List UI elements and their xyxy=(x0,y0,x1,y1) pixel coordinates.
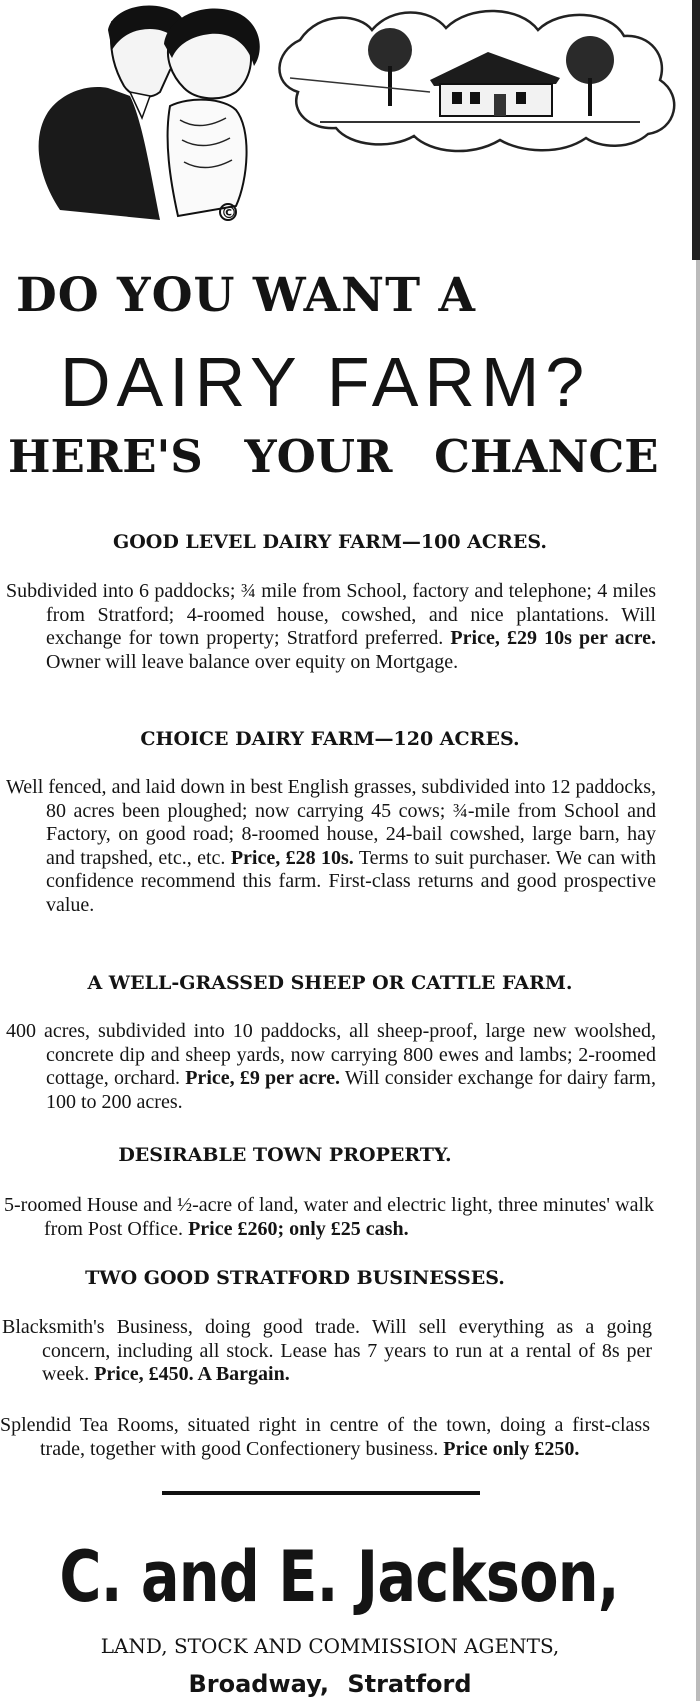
listing-tea-rooms xyxy=(0,1414,650,1461)
tree-left xyxy=(368,28,412,106)
listing-body: 400 acres, subdivided into 10 paddocks, all sheep-proof, large new woolshed, concrete dip and sheep yards, now carrying 800 ewes and lambs; 2-roomed cottage, orchard. xyxy=(6,1020,656,1089)
listing-terms: Will consider exchange for dairy farm, 100 to 200 acres. xyxy=(46,1067,656,1113)
listing-price: Price £260; only £25 cash. xyxy=(188,1217,409,1240)
listing-body: Blacksmith's Business, doing good trade. Will sell everything as a going concern, including all stock. Lease has 7 years to run at a rental of 8s per week. xyxy=(2,1316,652,1385)
listing-terms: Owner will leave balance over equity on Mortgage. xyxy=(46,650,459,673)
firm-address: Broadway, Stratford xyxy=(188,1670,472,1698)
section-heading-town-property: DESIRABLE TOWN PROPERTY. xyxy=(118,1144,452,1166)
section-heading-stratford-businesses: TWO GOOD STRATFORD BUSINESSES. xyxy=(85,1267,505,1289)
section-heading-good-level-dairy-farm: GOOD LEVEL DAIRY FARM—100 ACRES. xyxy=(113,531,547,553)
listing-blacksmith-business xyxy=(2,1316,652,1387)
listing-price: Price, £450. A Bargain. xyxy=(94,1363,290,1385)
firm-role: LAND, STOCK AND COMMISSION AGENTS, xyxy=(100,1634,560,1658)
listing-body: 5-roomed House and ½-acre of land, water and electric light, three minutes' walk from Post Office. xyxy=(4,1194,654,1240)
couple-and-farmhouse-illustration xyxy=(0,0,700,250)
listing-choice-dairy-farm xyxy=(6,776,656,917)
tree-right xyxy=(566,36,614,116)
headline-heres-your-chance: HERE'S YOUR CHANCE xyxy=(8,430,659,483)
listing-price: Price only £250. xyxy=(443,1437,580,1460)
listing-terms: Terms to suit purchaser. We can with confidence recommend this farm. First-class returns and good prospective value. xyxy=(46,846,657,916)
woman-figure xyxy=(164,9,260,220)
listing-body: Splendid Tea Rooms, situated right in centre of the town, doing a first-class trade, together with good Confectionery business. xyxy=(0,1414,650,1460)
scan-edge-shadow xyxy=(688,0,700,1701)
listing-price: Price, £29 10s per acre. xyxy=(450,627,656,649)
copyright-symbol: © xyxy=(221,203,237,222)
listing-good-level-dairy-farm xyxy=(6,580,656,674)
headline-dairy-farm: DAIRY FARM? xyxy=(60,343,591,421)
listing-price: Price, £9 per acre. xyxy=(185,1067,340,1089)
headline-do-you-want: DO YOU WANT A xyxy=(16,268,476,323)
listing-sheep-cattle-farm xyxy=(6,1020,656,1114)
listing-body: Subdivided into 6 paddocks; ¾ mile from School, factory and telephone; 4 miles from Stratford; 4-roomed house, cowshed, and nice plantations. Will exchange for town property; Stratford preferred. xyxy=(6,580,656,649)
section-heading-choice-dairy-farm: CHOICE DAIRY FARM—120 ACRES. xyxy=(140,728,520,750)
listing-body: Well fenced, and laid down in best English grasses, subdivided into 12 paddocks, 80 acres been ploughed; now carrying 45 cows; ¾-mile from School and Factory, on good road; 8-roomed house, 24-bail cowshed, large barn, hay and trapshed, etc., etc. xyxy=(6,776,656,869)
firm-name: C. and E. Jackson, xyxy=(59,1536,619,1618)
listing-price: Price, £28 10s. xyxy=(230,846,354,869)
listing-town-property xyxy=(4,1194,654,1241)
divider-rule xyxy=(162,1491,480,1495)
section-heading-sheep-cattle-farm: A WELL-GRASSED SHEEP OR CATTLE FARM. xyxy=(87,972,573,994)
